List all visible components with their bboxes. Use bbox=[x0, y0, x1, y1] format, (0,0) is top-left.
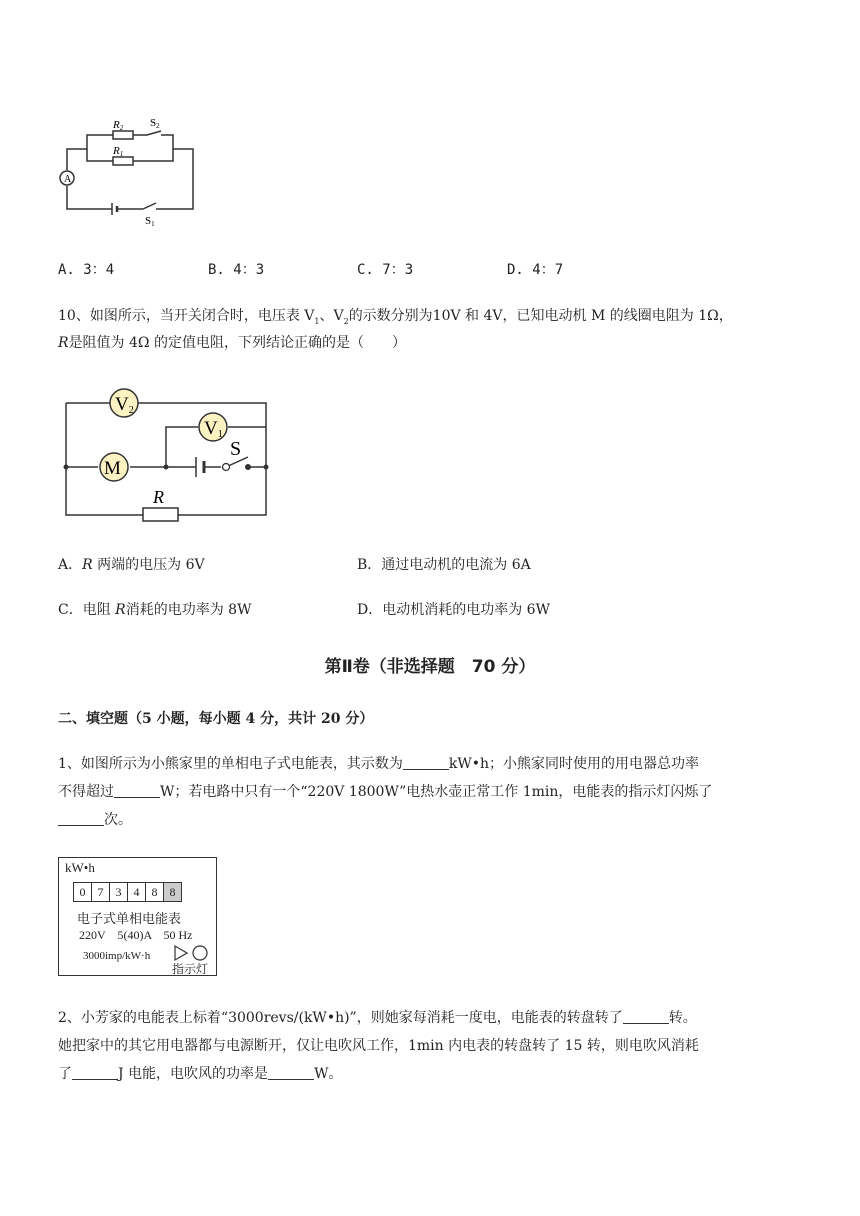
answer-blank[interactable] bbox=[623, 1009, 669, 1024]
meter-digit: 0 bbox=[73, 882, 92, 902]
meter-digit: 4 bbox=[127, 882, 146, 902]
q10-option-c: C．电阻 R消耗的电功率为 8W bbox=[58, 602, 252, 618]
q10-switch-label: S bbox=[230, 438, 242, 460]
q9-option-a: A. 3：4 bbox=[58, 262, 115, 278]
q9-s2-label: S2 bbox=[150, 117, 160, 130]
meter-imp: 3000imp/kW·h bbox=[83, 950, 151, 962]
meter-name: 电子式单相电能表 bbox=[77, 912, 182, 927]
answer-blank[interactable] bbox=[58, 811, 104, 826]
fill-question-2: 2、小芳家的电能表上标着“3000revs/(kW•h)”，则她家每消耗一度电，电能表的转盘转了 转。 她把家中的其它用电器都与电源断开，仅让电吹风工作，1min 内电表的转盘转了 15 转，则电吹风消耗 了 J 电能，电吹风的功率是 W。 bbox=[58, 1010, 699, 1082]
meter-digit: 3 bbox=[109, 882, 128, 902]
q9-option-d: D. 4：7 bbox=[507, 262, 564, 278]
q9-circuit-figure bbox=[55, 112, 205, 227]
q10-option-d: D．电动机消耗的电功率为 6W bbox=[357, 602, 550, 618]
q10-voltmeter-v1-label: V1 bbox=[204, 418, 223, 440]
q9-option-c: C. 7：3 bbox=[357, 262, 414, 278]
meter-spec: 220V 5(40)A 50 Hz bbox=[79, 928, 193, 942]
meter-digit: 8 bbox=[145, 882, 164, 902]
q9-s1-label: S1 bbox=[145, 215, 155, 227]
meter-digit: 7 bbox=[91, 882, 110, 902]
indicator-label: 指示灯 bbox=[172, 962, 209, 976]
fill-question-1: 1、如图所示为小熊家里的单相电子式电能表，其示数为 kW•h；小熊家同时使用的用电器总功率 不得超过 W；若电路中只有一个“220V 1800W”电热水壶正常工作 1min，电能表的指示灯闪烁了 次。 bbox=[58, 756, 713, 828]
q9-r1-label: R1 bbox=[113, 145, 124, 158]
q10-stem-line2: R是阻值为 4Ω 的定值电阻，下列结论正确的是（ ） bbox=[58, 335, 406, 351]
q10-voltmeter-v2-label: V2 bbox=[115, 394, 134, 416]
answer-blank[interactable] bbox=[403, 755, 449, 770]
meter-digit-decimal: 8 bbox=[163, 882, 182, 902]
q9-option-b: B. 4：3 bbox=[208, 262, 265, 278]
q10-circuit-figure bbox=[58, 385, 278, 525]
q9-ammeter-label: A bbox=[64, 174, 72, 185]
q10-resistor-label: R bbox=[153, 487, 164, 507]
answer-blank[interactable] bbox=[114, 783, 160, 798]
q10-circuit-diagram bbox=[58, 385, 278, 525]
q10-motor-label: M bbox=[104, 458, 121, 479]
answer-blank[interactable] bbox=[72, 1065, 118, 1080]
part-ii-title: 第Ⅱ卷（非选择题 70 分） bbox=[324, 657, 536, 677]
answer-blank[interactable] bbox=[268, 1065, 314, 1080]
q9-r2-label: R2 bbox=[113, 119, 124, 132]
meter-digits bbox=[73, 881, 181, 902]
energy-meter-figure bbox=[58, 857, 217, 976]
meter-unit: kW•h bbox=[65, 860, 95, 875]
q10-option-a: A．R 两端的电压为 6V bbox=[58, 557, 205, 573]
q10-option-b: B．通过电动机的电流为 6A bbox=[357, 557, 531, 573]
section-heading: 二、填空题（5 小题，每小题 4 分，共计 20 分） bbox=[58, 711, 374, 727]
q9-circuit-diagram bbox=[55, 112, 205, 227]
q10-stem-line1: 10、如图所示，当开关闭合时，电压表 $V_1$、$V_2$的示数分别为10V 和 4V，已知电动机 M 的线圈电阻为 1Ω， bbox=[58, 308, 733, 326]
